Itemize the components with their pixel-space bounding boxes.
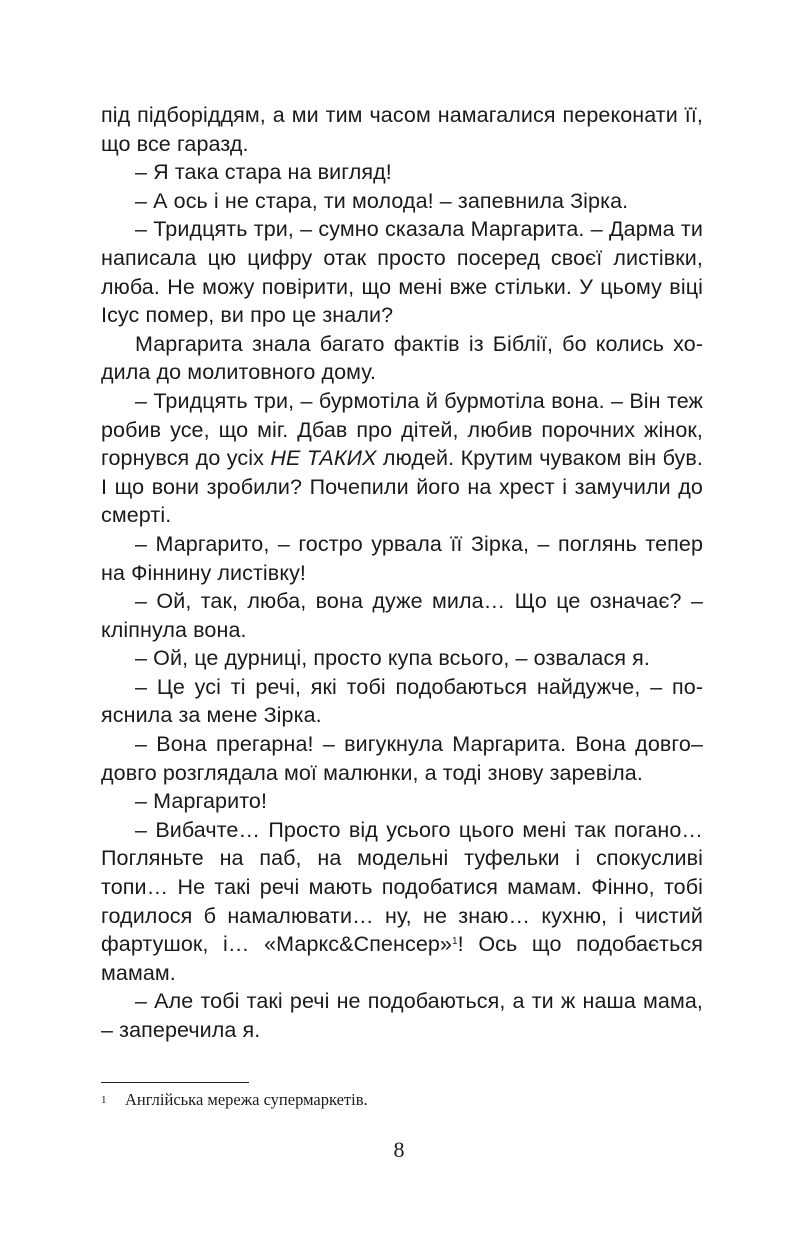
footnote (101, 1089, 703, 1111)
paragraph: – Тридцять три, – сумно сказала Маргарита. – Дарма ти написала цю цифру отак просто посеред своєї листівки, люба. Не можу повірити, що мені вже стільки. У цьому віці Ісус помер, ви про це знали? (101, 217, 703, 328)
paragraph-lead: – Вибачте… Просто від усього цього мені так погано… Погляньте на паб, на модельні туфельки і спокусливі топи… Не такі речі мають подобатися мамам. Фінно, тобі годилося б намалювати… ну, не знаю… кухню, і чистий фартушок, і… «Маркс&Спенсер» (101, 817, 703, 957)
paragraph-tail: ! Ось що подобається мамам. (101, 932, 704, 985)
paragraph-with-footnote (101, 816, 703, 988)
paragraph: – Це усі ті речі, які тобі подобаються найдужче, – пояснила за мене Зірка. (101, 674, 703, 728)
paragraph: під підборіддям, а ми тим часом намагалися переконати її, що все гаразд. (101, 103, 703, 156)
paragraph-tail: людей. Крутим чуваком він був. І що вони зробили? Почепили його на хрест і замучили до смерті. (101, 446, 703, 528)
paragraph: – Ой, це дурниці, просто купа всього, – озвалася я. (135, 646, 650, 671)
footnote-number: 1 (101, 1094, 107, 1106)
footnote-marker: 1 (452, 936, 458, 948)
emphasis-text: НЕ ТАКИХ (270, 446, 377, 471)
paragraph: – Маргарито! (135, 789, 268, 814)
paragraph-with-emphasis (101, 387, 703, 530)
footnote-divider (101, 1082, 249, 1083)
paragraph: Маргарита знала багато фактів із Біблії, бо колись ходила до молитовного дому. (101, 331, 703, 385)
body-text (101, 101, 703, 1045)
paragraph: – А ось і не стара, ти молода! – запевнила Зірка. (135, 188, 629, 213)
paragraph: – Вона прегарна! – вигукнула Маргарита. Вона довго–довго розглядала мої малюнки, а тоді знову заревіла. (101, 732, 703, 785)
page-number: 8 (393, 1137, 405, 1162)
paragraph: – Маргарито, – гостро урвала її Зірка, – поглянь тепер на Фіннину листівку! (101, 531, 703, 585)
paragraph-lead: – Тридцять три, – бурмотіла й бурмотіла вона. – Він теж робив усе, що міг. Дбав про дітей, любив порочних жінок, горнувся до усіх (101, 388, 703, 471)
paragraph: – Я така стара на вигляд! (135, 160, 392, 185)
footnote-text: Англійська мережа супермаркетів. (125, 1090, 368, 1109)
paragraph: – Ой, так, люба, вона дуже мила… Що це означає? – кліпнула вона. (101, 589, 703, 642)
paragraph: – Але тобі такі речі не подобаються, а ти ж наша мама, – заперечила я. (101, 989, 703, 1042)
